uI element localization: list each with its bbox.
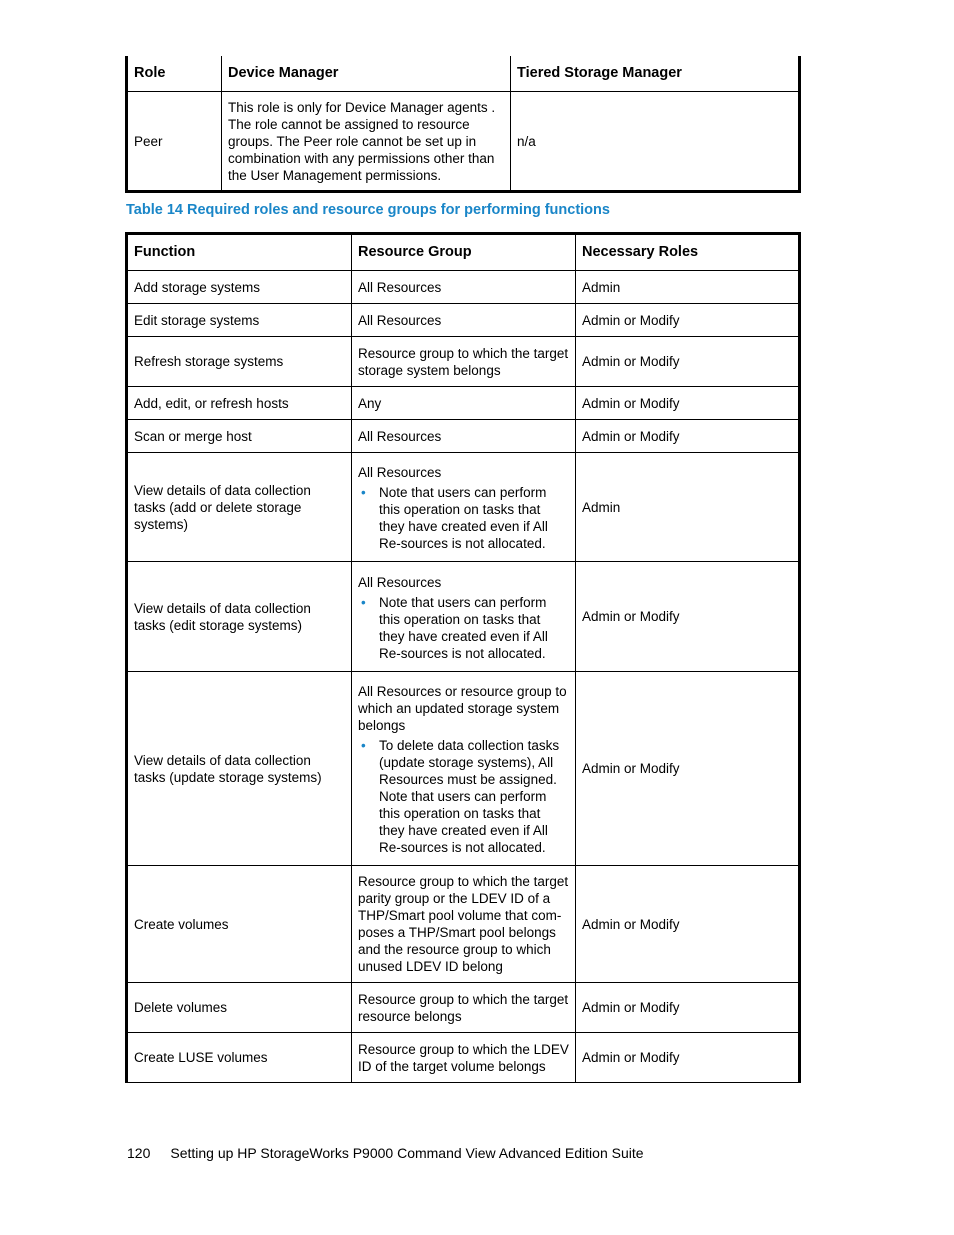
device-manager-cell: This role is only for Device Manager agents . The role cannot be assigned to resource groups. The Peer role cannot be set up in combination with any permissions other than the User Management permissions. xyxy=(222,92,511,192)
function-cell: View details of data collection tasks (add or delete storage systems) xyxy=(127,453,352,562)
resource-group-text: All Resources xyxy=(358,574,442,590)
table-row xyxy=(127,562,800,672)
column-header: Necessary Roles xyxy=(576,234,800,271)
table-header-row xyxy=(127,56,800,92)
resource-group-cell: All Resources xyxy=(352,420,576,453)
bullet-list xyxy=(358,594,569,662)
column-header: Tiered Storage Manager xyxy=(511,56,800,92)
column-header: Resource Group xyxy=(352,234,576,271)
necessary-roles-cell: Admin or Modify xyxy=(576,562,800,672)
resource-group-cell xyxy=(352,453,576,562)
function-cell: View details of data collection tasks (edit storage systems) xyxy=(127,562,352,672)
table-row xyxy=(127,271,800,304)
resource-group-cell: Resource group to which the target resource belongs xyxy=(352,983,576,1033)
bullet-item: • To delete data collection tasks (update storage systems), All Resources must be assigned. Note that users can perform this operation on tasks that they have created even if All Re-sources is not allocated. xyxy=(379,737,569,856)
function-cell: Create LUSE volumes xyxy=(127,1033,352,1083)
bullet-item: • Note that users can perform this operation on tasks that they have created even if All Re-sources is not allocated. xyxy=(379,594,569,662)
necessary-roles-cell: Admin or Modify xyxy=(576,1033,800,1083)
necessary-roles-cell: Admin or Modify xyxy=(576,420,800,453)
necessary-roles-cell: Admin xyxy=(576,271,800,304)
necessary-roles-cell: Admin or Modify xyxy=(576,387,800,420)
bullet-list xyxy=(358,484,569,552)
table-row xyxy=(127,92,800,192)
function-cell: Edit storage systems xyxy=(127,304,352,337)
necessary-roles-cell: Admin or Modify xyxy=(576,672,800,866)
resource-group-cell: Any xyxy=(352,387,576,420)
function-cell: View details of data collection tasks (update storage systems) xyxy=(127,672,352,866)
resource-group-cell xyxy=(352,672,576,866)
footer-text: Setting up HP StorageWorks P9000 Command View Advanced Edition Suite xyxy=(170,1145,644,1161)
resource-group-text: All Resources xyxy=(358,465,442,480)
roles-table xyxy=(125,56,801,193)
resource-group-cell: Resource group to which the target storage system belongs xyxy=(352,337,576,387)
resource-group-cell: Resource group to which the LDEV ID of the target volume belongs xyxy=(352,1033,576,1083)
table-body xyxy=(127,271,800,1083)
resource-group-cell xyxy=(352,562,576,672)
function-cell: Delete volumes xyxy=(127,983,352,1033)
column-header: Role xyxy=(127,56,222,92)
necessary-roles-cell: Admin or Modify xyxy=(576,337,800,387)
necessary-roles-cell: Admin or Modify xyxy=(576,866,800,983)
necessary-roles-cell: Admin or Modify xyxy=(576,983,800,1033)
necessary-roles-cell: Admin xyxy=(576,453,800,562)
table-row xyxy=(127,304,800,337)
function-cell: Create volumes xyxy=(127,866,352,983)
resource-group-cell: All Resources xyxy=(352,304,576,337)
tiered-storage-cell: n/a xyxy=(511,92,800,192)
bullet-list xyxy=(358,737,569,856)
role-cell: Peer xyxy=(127,92,222,192)
table-row xyxy=(127,337,800,387)
table-row xyxy=(127,866,800,983)
table-row xyxy=(127,1033,800,1083)
function-cell: Add, edit, or refresh hosts xyxy=(127,387,352,420)
table-row xyxy=(127,983,800,1033)
table-header-row xyxy=(127,234,800,271)
table-row xyxy=(127,387,800,420)
column-header: Function xyxy=(127,234,352,271)
resource-group-text: All Resources or resource group to which an updated storage system belongs xyxy=(358,684,567,733)
page-number: 120 xyxy=(127,1145,151,1161)
required-roles-table xyxy=(125,232,801,1083)
resource-group-cell: Resource group to which the target parity group or the LDEV ID of a THP/Smart pool volume that com-poses a THP/Smart pool belongs and the resource group to which unused LDEV ID belong xyxy=(352,866,576,983)
column-header: Device Manager xyxy=(222,56,511,92)
table-row xyxy=(127,453,800,562)
function-cell: Refresh storage systems xyxy=(127,337,352,387)
function-cell: Add storage systems xyxy=(127,271,352,304)
function-cell: Scan or merge host xyxy=(127,420,352,453)
table-caption: Table 14 Required roles and resource groups for performing functions xyxy=(126,202,610,218)
necessary-roles-cell: Admin or Modify xyxy=(576,304,800,337)
bullet-item: • Note that users can perform this operation on tasks that they have created even if All Re-sources is not allocated. xyxy=(379,484,569,552)
table-row xyxy=(127,672,800,866)
table-row xyxy=(127,420,800,453)
page-footer xyxy=(127,1145,644,1161)
resource-group-cell: All Resources xyxy=(352,271,576,304)
